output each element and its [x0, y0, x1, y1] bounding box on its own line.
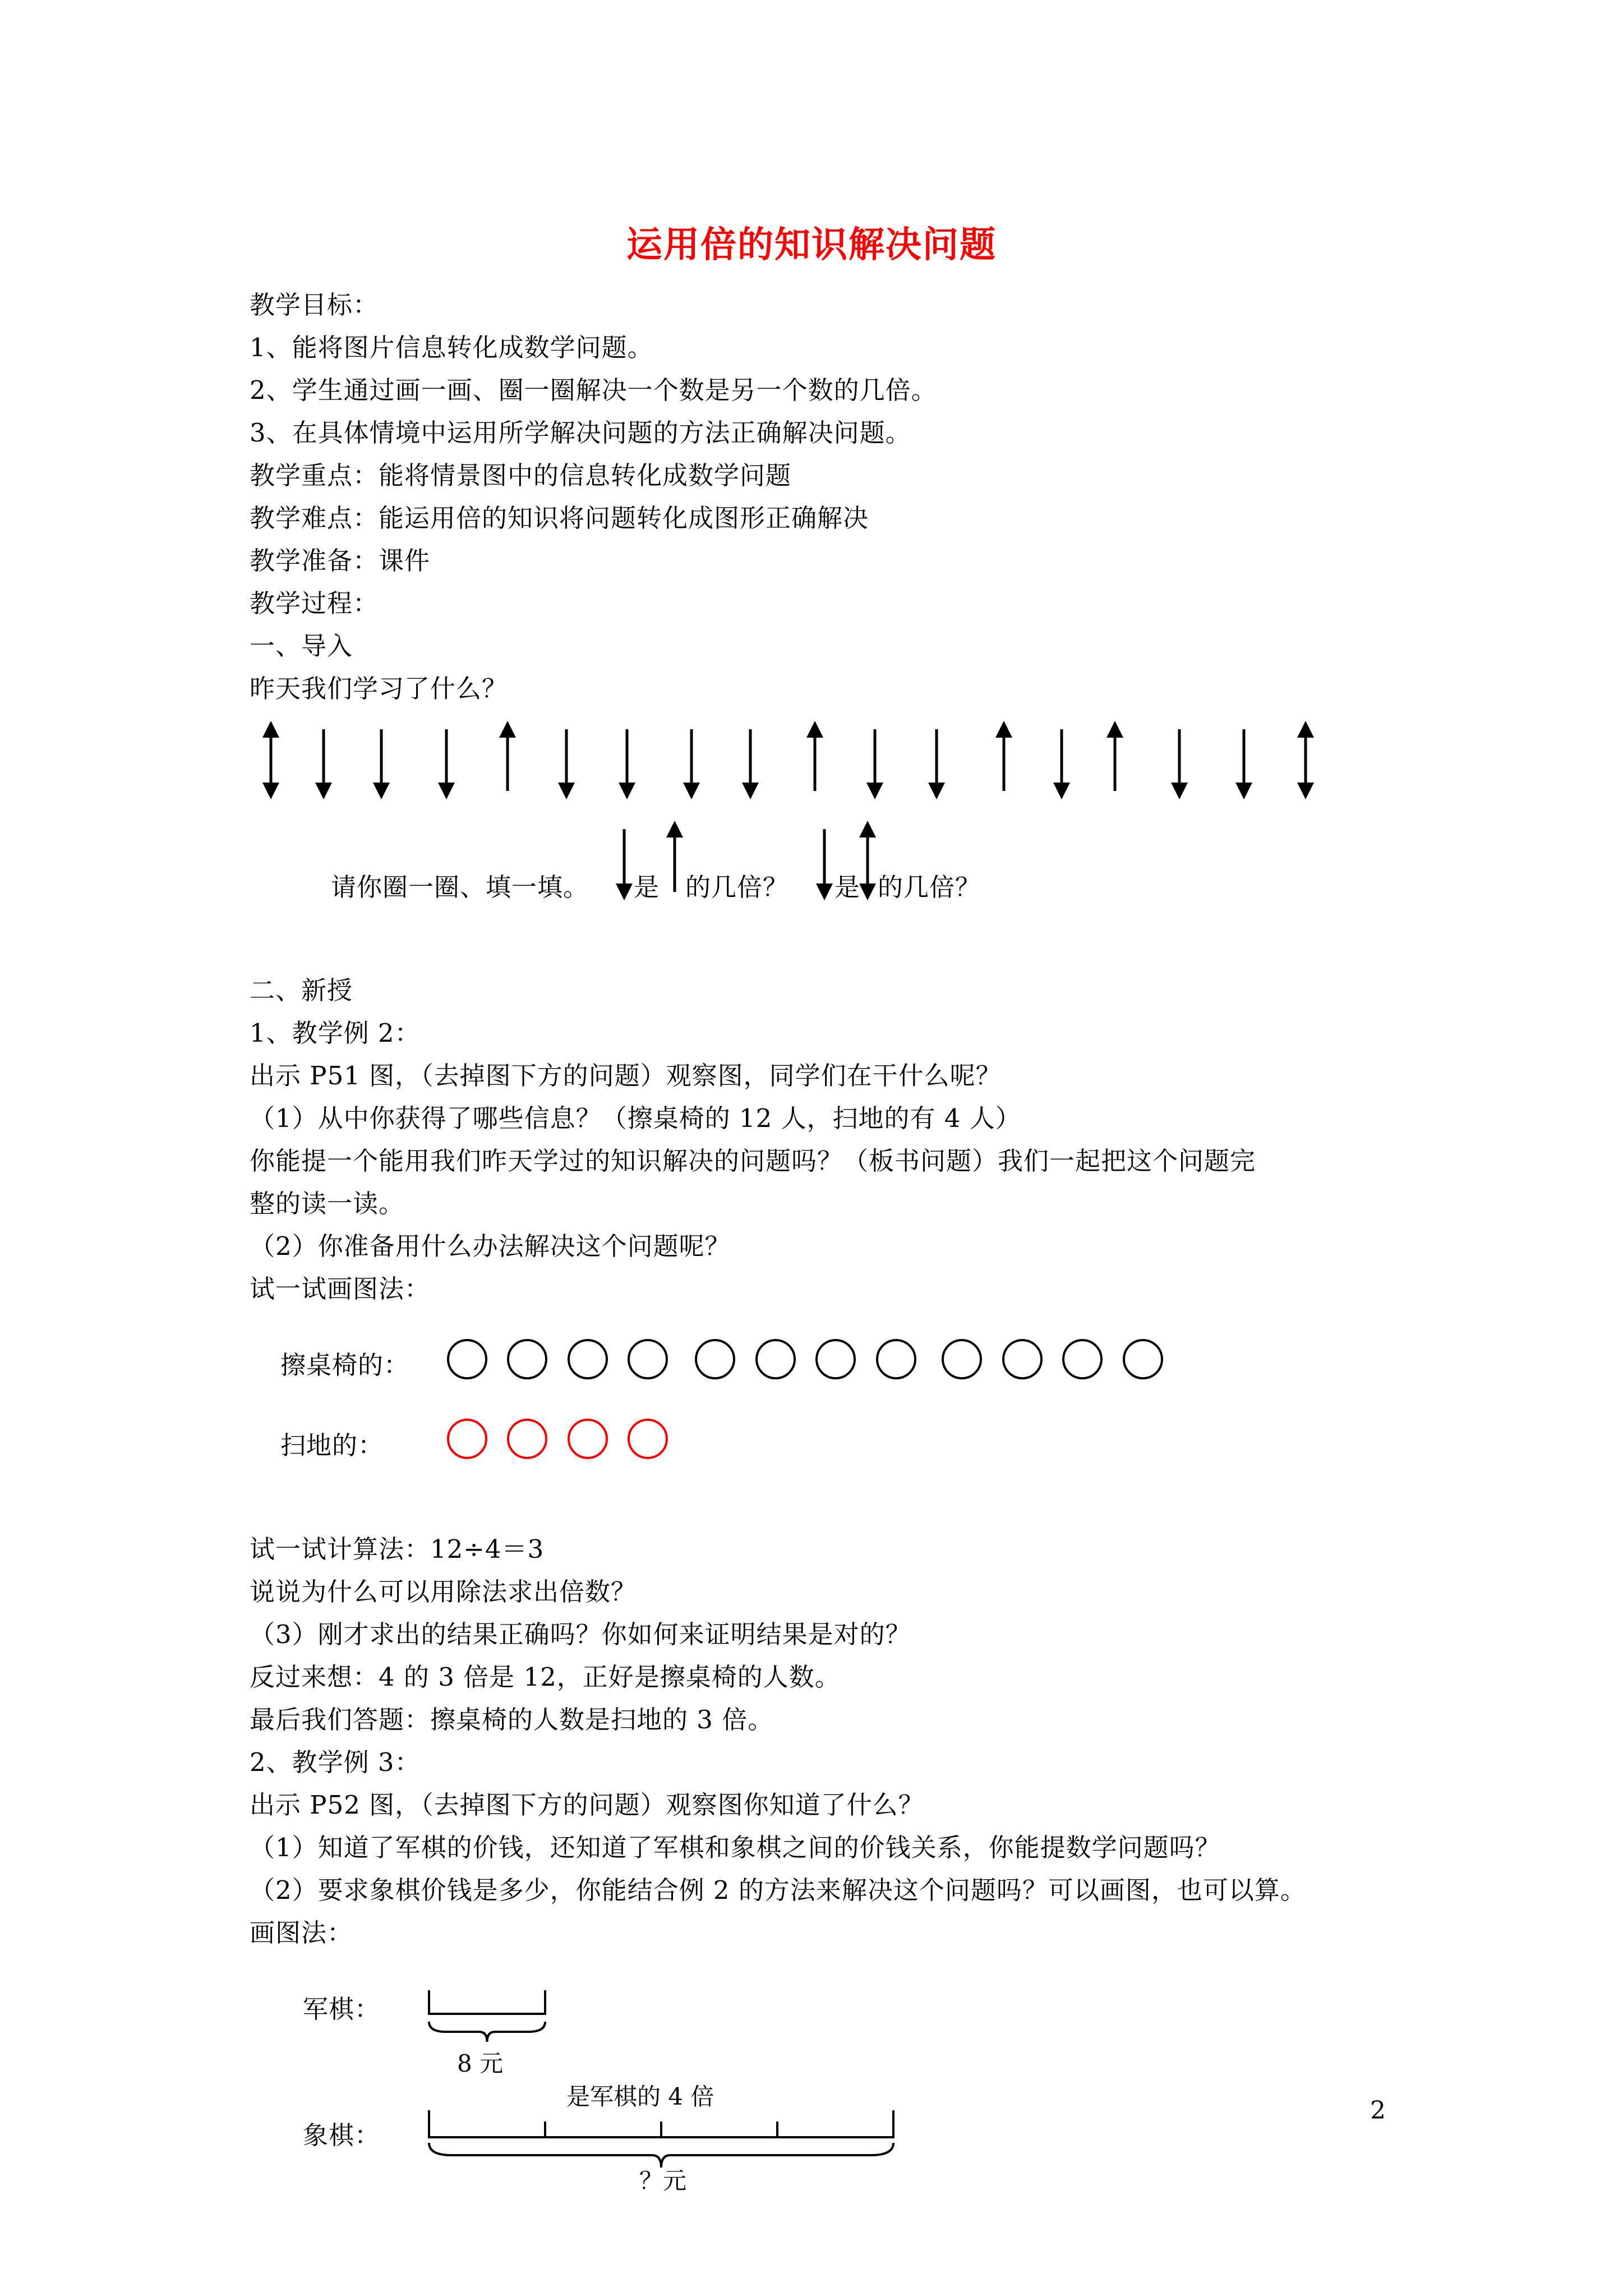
junqi-label: 军棋：	[303, 1994, 381, 2024]
text-line: 教学难点：能运用倍的知识将问题转化成图形正确解决	[250, 503, 869, 533]
circle-prompt-lead: 请你圈一圈、填一填。	[331, 872, 589, 902]
desk-wiper-circle	[696, 1340, 734, 1378]
text-line: 反过来想：4 的 3 倍是 12，正好是擦桌椅的人数。	[250, 1662, 841, 1692]
text-line: （1）从中你获得了哪些信息？（擦桌椅的 12 人，扫地的有 4 人）	[250, 1103, 1021, 1133]
xiangqi-value: ？元	[639, 2167, 687, 2194]
junqi-segment	[429, 1990, 545, 2014]
text-line: 1、能将图片信息转化成数学问题。	[250, 333, 653, 362]
desk-wiper-circle	[508, 1340, 546, 1378]
text-line: 画图法：	[250, 1918, 353, 1948]
junqi-value: 8 元	[457, 2050, 504, 2077]
text-line: 3、在具体情境中运用所学解决问题的方法正确解决问题。	[250, 418, 911, 448]
desk-wiper-circle	[1003, 1340, 1041, 1378]
text-line: 出示 P51 图，（去掉图下方的问题）观察图，同学们在干什么呢？	[250, 1061, 1002, 1091]
circle-prompt-ratio-1: 的几倍？	[685, 872, 789, 902]
circle-prompt-ratio-2: 的几倍？	[878, 872, 981, 902]
sweeper-circle	[508, 1420, 546, 1458]
text-line: 你能提一个能用我们昨天学过的知识解决的问题吗？（板书问题）我们一起把这个问题完	[250, 1146, 1256, 1176]
text-line: 二、新授	[250, 976, 353, 1005]
desk-wiper-circle	[1124, 1340, 1162, 1378]
text-line: 昨天我们学习了什么？	[250, 674, 508, 703]
desk-wiper-circle	[448, 1340, 486, 1378]
text-line: 最后我们答题：擦桌椅的人数是扫地的 3 倍。	[250, 1705, 774, 1734]
desk-wiper-circle	[817, 1340, 855, 1378]
circle-prompt-is-1: 是	[634, 872, 660, 902]
text-line: （2）你准备用什么办法解决这个问题呢？	[250, 1231, 731, 1261]
desk-wiper-circle	[943, 1340, 981, 1378]
xiangqi-label: 象棋：	[303, 2120, 381, 2150]
desk-wiper-circle	[1063, 1340, 1101, 1378]
desk-wiper-circle	[629, 1340, 667, 1378]
text-line: 说说为什么可以用除法求出倍数？	[250, 1577, 637, 1607]
desk-wiper-circle	[877, 1340, 915, 1378]
text-line: 1、教学例 2：	[250, 1018, 421, 1048]
text-line: 整的读一读。	[250, 1189, 405, 1218]
prompt-arrows	[0, 0, 1623, 954]
text-line: （3）刚才求出的结果正确吗？你如何来证明结果是对的？	[250, 1619, 911, 1649]
row-label-wipe-desks: 擦桌椅的：	[280, 1350, 410, 1380]
text-line: 一、导入	[250, 631, 353, 661]
sweeper-circle	[448, 1420, 486, 1458]
page-title: 运用倍的知识解决问题	[626, 224, 997, 266]
text-line: （2）要求象棋价钱是多少，你能结合例 2 的方法来解决这个问题吗？可以画图，也可以算。	[250, 1875, 1306, 1905]
text-line: 教学重点：能将情景图中的信息转化成数学问题	[250, 461, 792, 490]
arrow-row	[0, 0, 1623, 813]
text-line: 出示 P52 图，（去掉图下方的问题）观察图你知道了什么？	[250, 1790, 924, 1820]
xiangqi-segment	[429, 2110, 893, 2137]
sweeper-circle	[569, 1420, 607, 1458]
desk-wiper-circle	[757, 1340, 795, 1378]
text-line: 2、学生通过画一画、圈一圈解决一个数是另一个数的几倍。	[250, 375, 937, 405]
text-line: 教学过程：	[250, 588, 379, 618]
desk-wiper-circle	[569, 1340, 607, 1378]
circle-prompt-is-2: 是	[834, 872, 861, 902]
relation-label: 是军棋的 4 倍	[566, 2083, 714, 2110]
text-line: 试一试画图法：	[250, 1274, 431, 1304]
text-line: 教学准备：课件	[250, 546, 431, 576]
page-number: 2	[1370, 2096, 1386, 2125]
text-line: 教学目标：	[250, 290, 379, 320]
text-line: （1）知道了军棋的价钱，还知道了军棋和象棋之间的价钱关系，你能提数学问题吗？	[250, 1833, 1221, 1862]
junqi-brace	[429, 2022, 545, 2042]
text-line: 试一试计算法：12÷4＝3	[250, 1534, 545, 1564]
row-label-sweep: 扫地的：	[280, 1430, 384, 1460]
text-line: 2、教学例 3：	[250, 1747, 421, 1777]
sweeper-circle	[629, 1420, 667, 1458]
